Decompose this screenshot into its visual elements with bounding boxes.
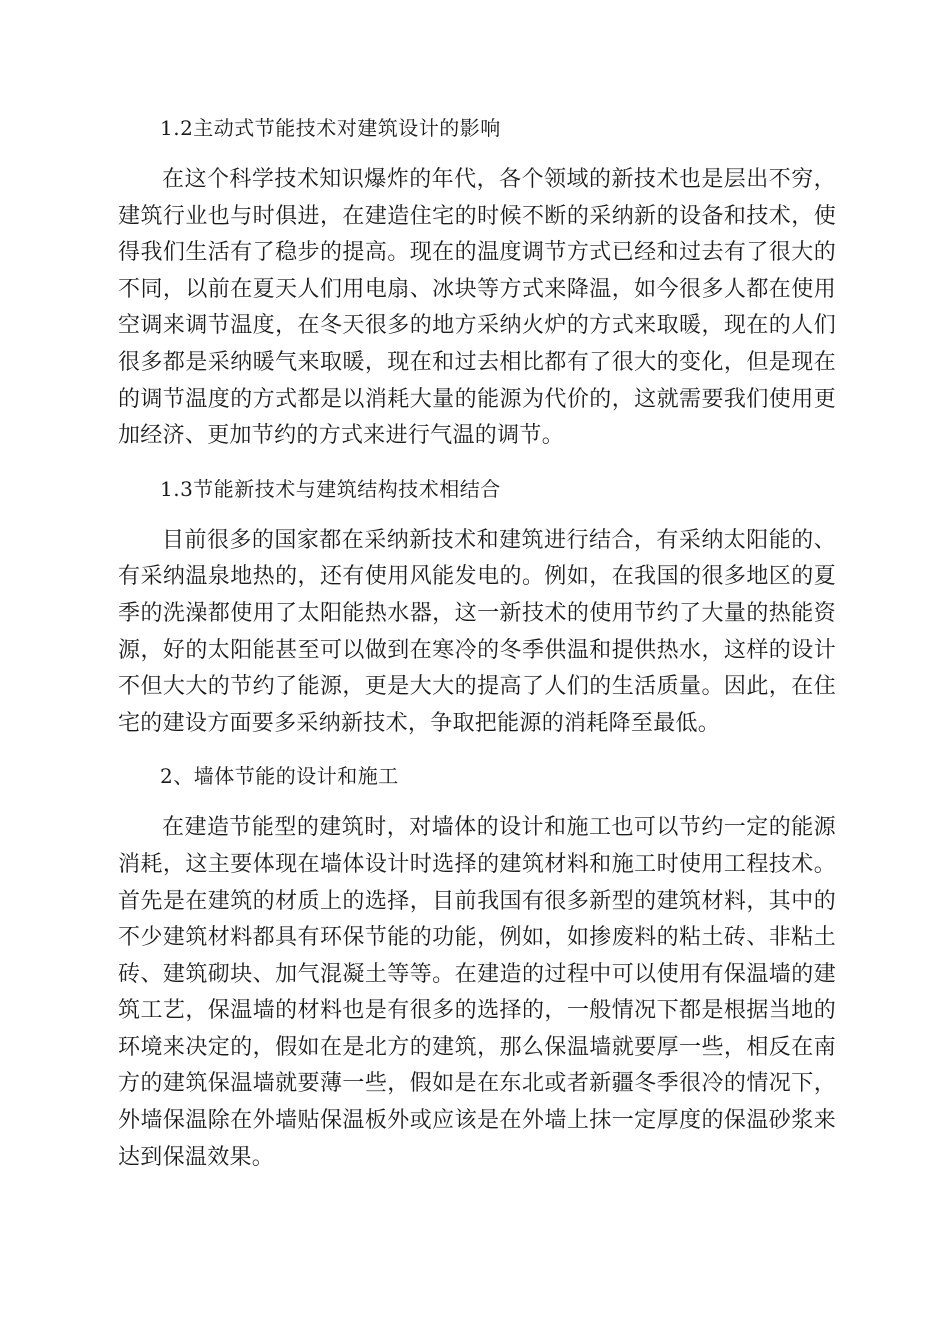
section-paragraph-1-3: 目前很多的国家都在采纳新技术和建筑进行结合，有采纳太阳能的、有采纳温泉地热的，还有使用风能发电的。例如，在我国的很多地区的夏季的洗澡都使用了太阳能热水器，这一新技术的使用节约了大量的热能资源，好的太阳能甚至可以做到在寒冷的冬季供温和提供热水，这样的设计不但大大的节约了能源，更是大大的提高了人们的生活质量。因此，在住宅的建设方面要多采纳新技术，争取把能源的消耗降至最低。: [118, 527, 836, 736]
document-page: [118, 108, 836, 1176]
section-paragraph-2: 在建造节能型的建筑时，对墙体的设计和施工也可以节约一定的能源消耗，这主要体现在墙体设计时选择的建筑材料和施工时使用工程技术。首先是在建筑的材质上的选择，目前我国有很多新型的建筑材料，其中的不少建筑材料都具有环保节能的功能，例如，如掺废料的粘土砖、非粘土砖、建筑砌块、加气混凝土等等。在建造的过程中可以使用有保温墙的建筑工艺，保温墙的材料也是有很多的选择的，一般情况下都是根据当地的环境来决定的，假如在是北方的建筑，那么保温墙就要厚一些，相反在南方的建筑保温墙就要薄一些，假如是在东北或者新疆冬季很冷的情况下，外墙保温除在外墙贴保温板外或应该是在外墙上抹一定厚度的保温砂浆来达到保温效果。: [118, 815, 836, 1170]
section-paragraph-1-2: 在这个科学技术知识爆炸的年代，各个领域的新技术也是层出不穷，建筑行业也与时俱进，在建造住宅的时候不断的采纳新的设备和技术，使得我们生活有了稳步的提高。现在的温度调节方式已经和过去有了很大的不同，以前在夏天人们用电扇、冰块等方式来降温，如今很多人都在使用空调来调节温度，在冬天很多的地方采纳火炉的方式来取暖，现在的人们很多都是采纳暖气来取暖，现在和过去相比都有了很大的变化，但是现在的调节温度的方式都是以消耗大量的能源为代价的，这就需要我们使用更加经济、更加节约的方式来进行气温的调节。: [118, 167, 836, 449]
section-heading-1-2: 1.2主动式节能技术对建筑设计的影响: [160, 116, 501, 140]
section-heading-2: 2、墙体节能的设计和施工: [160, 764, 399, 789]
section-heading-1-3: 1.3节能新技术与建筑结构技术相结合: [160, 476, 501, 501]
